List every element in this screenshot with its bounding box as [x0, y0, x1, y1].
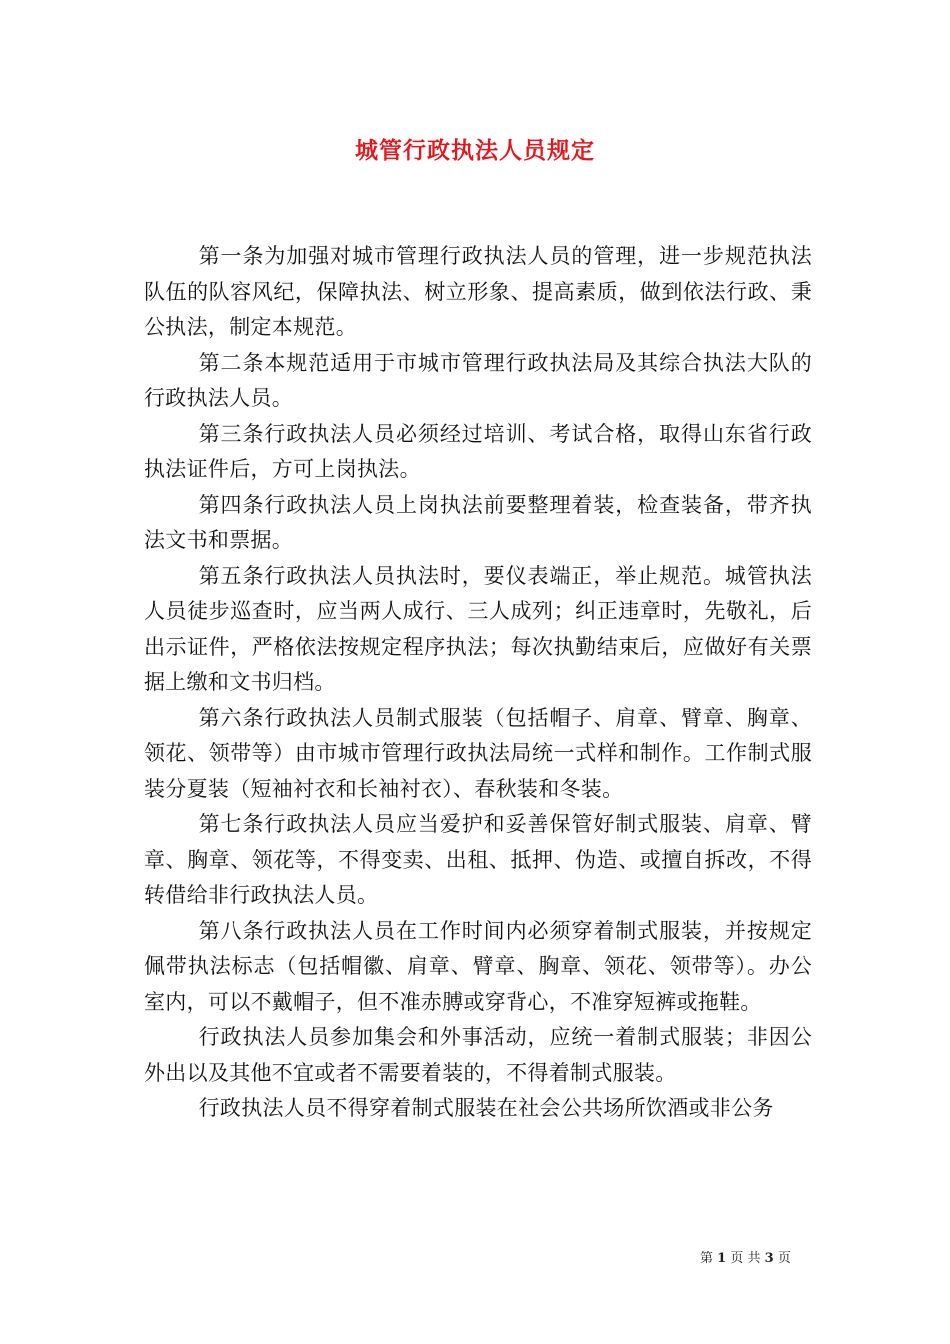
page-number-footer [700, 1247, 791, 1266]
footer-prefix: 第 [700, 1251, 714, 1266]
paragraph-article-6: 第六条行政执法人员制式服装（包括帽子、肩章、臂章、胸章、领花、领带等）由市城市管理行政执法局统一式样和制作。工作制式服装分夏装（短袖衬衣和长袖衬衣）、春秋装和冬装。 [144, 705, 812, 801]
paragraph-assembly-uniform: 行政执法人员参加集会和外事活动，应统一着制式服装；非因公外出以及其他不宜或者不需要着装的，不得着制式服装。 [144, 1025, 812, 1085]
paragraph-article-2: 第二条本规范适用于市城市管理行政执法局及其综合执法大队的行政执法人员。 [144, 350, 812, 410]
document-body [144, 239, 812, 1127]
paragraph-article-1: 第一条为加强对城市管理行政执法人员的管理，进一步规范执法队伍的队容风纪，保障执法、树立形象、提高素质，做到依法行政、秉公执法，制定本规范。 [144, 244, 812, 339]
footer-total-pages: 3 [764, 1251, 774, 1266]
paragraph-article-7: 第七条行政执法人员应当爱护和妥善保管好制式服装、肩章、臂章、胸章、领花等，不得变卖、出租、抵押、伪造、或擅自拆改，不得转借给非行政执法人员。 [144, 812, 812, 907]
footer-current-page: 1 [717, 1251, 727, 1266]
footer-middle: 页 共 [730, 1251, 761, 1266]
paragraph-article-8: 第八条行政执法人员在工作时间内必须穿着制式服装，并按规定佩带执法标志（包括帽徽、肩章、臂章、胸章、领花、领带等）。办公室内，可以不戴帽子，但不准赤膊或穿背心，不准穿短裤或拖鞋。 [144, 918, 812, 1014]
paragraph-article-5: 第五条行政执法人员执法时，要仪表端正，举止规范。城管执法人员徒步巡查时，应当两人成行、三人成列；纠正违章时，先敬礼，后出示证件，严格依法按规定程序执法；每次执勤结束后，应做好有关票据上缴和文书归档。 [144, 563, 812, 694]
document-title: 城管行政执法人员规定 [355, 137, 595, 164]
footer-suffix: 页 [777, 1251, 791, 1266]
paragraph-public-places: 行政执法人员不得穿着制式服装在社会公共场所饮酒或非公务 [198, 1096, 774, 1120]
paragraph-article-3: 第三条行政执法人员必须经过培训、考试合格，取得山东省行政执法证件后，方可上岗执法。 [144, 421, 812, 481]
paragraph-article-4: 第四条行政执法人员上岗执法前要整理着装，检查装备，带齐执法文书和票据。 [144, 492, 812, 552]
